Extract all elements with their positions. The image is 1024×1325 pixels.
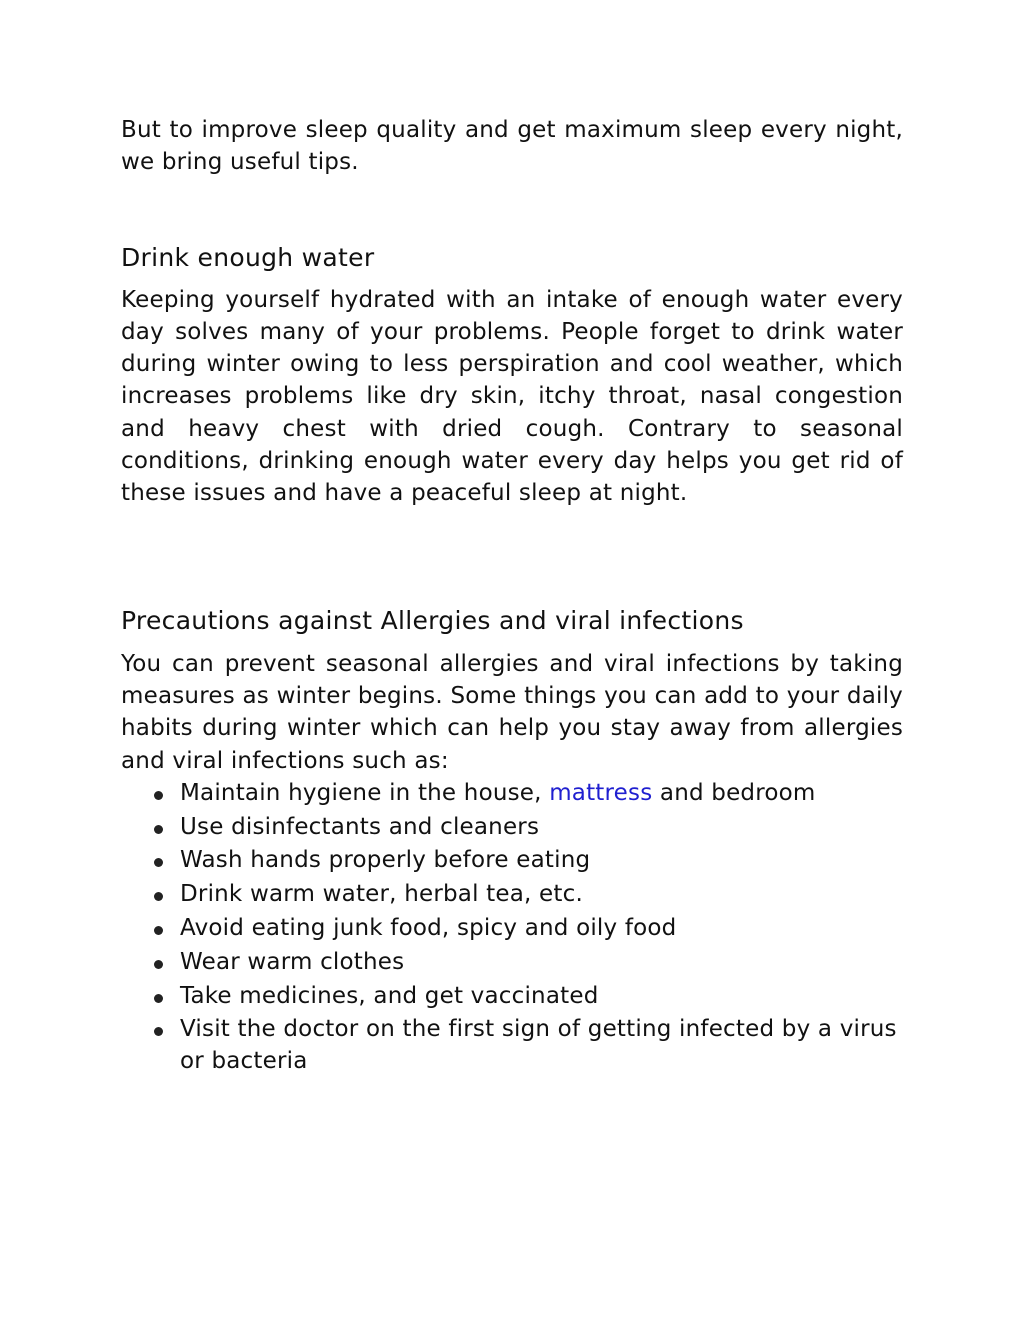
precautions-list	[121, 777, 903, 1078]
bullet-icon	[154, 960, 163, 969]
list-item	[180, 912, 903, 946]
bullet-icon	[154, 791, 163, 800]
intro-paragraph: But to improve sleep quality and get maximum sleep every night, we bring useful tips.	[121, 117, 903, 176]
list-item-text: and bedroom	[652, 779, 816, 806]
section-body-allergies: You can prevent seasonal allergies and viral infections by taking measures as winter begins. Some things you can add to your daily habits during winter which can help you stay away from allergies and viral infections such as:	[121, 650, 903, 774]
list-item-text: Visit the doctor on the first sign of getting infected by a virus or bacteria	[180, 1016, 897, 1075]
document-page	[121, 114, 903, 1077]
list-item-text: Use disinfectants and cleaners	[180, 813, 540, 840]
mattress-link[interactable]: mattress	[549, 779, 653, 806]
list-item	[180, 1013, 903, 1077]
bullet-icon	[154, 994, 163, 1003]
section-body-water: Keeping yourself hydrated with an intake of enough water every day solves many of your problems. People forget to drink water during winter owing to less perspiration and cool weather, which increases problems like dry skin, itchy throat, nasal congestion and heavy chest with dried cough. Contrary to seasonal conditions, drinking enough water every day helps you get rid of these issues and have a peaceful sleep at night.	[121, 286, 903, 507]
list-item	[180, 878, 903, 912]
list-item-text: Take medicines, and get vaccinated	[180, 982, 599, 1009]
list-item	[180, 811, 903, 845]
list-item-text: Drink warm water, herbal tea, etc.	[180, 881, 583, 908]
list-item	[180, 946, 903, 980]
bullet-icon	[154, 858, 163, 867]
list-item	[180, 777, 903, 811]
list-item-text: Maintain hygiene in the house,	[180, 779, 550, 806]
section-heading-water: Drink enough water	[121, 242, 375, 272]
bullet-icon	[154, 825, 163, 834]
list-item-text: Wash hands properly before eating	[180, 847, 591, 874]
list-item-text: Wear warm clothes	[180, 948, 405, 975]
list-item	[180, 980, 903, 1014]
bullet-icon	[154, 892, 163, 901]
bullet-icon	[154, 1027, 163, 1036]
list-item-text: Avoid eating junk food, spicy and oily food	[180, 915, 677, 942]
bullet-icon	[154, 926, 163, 935]
list-item	[180, 844, 903, 878]
section-heading-allergies: Precautions against Allergies and viral infections	[121, 605, 744, 635]
